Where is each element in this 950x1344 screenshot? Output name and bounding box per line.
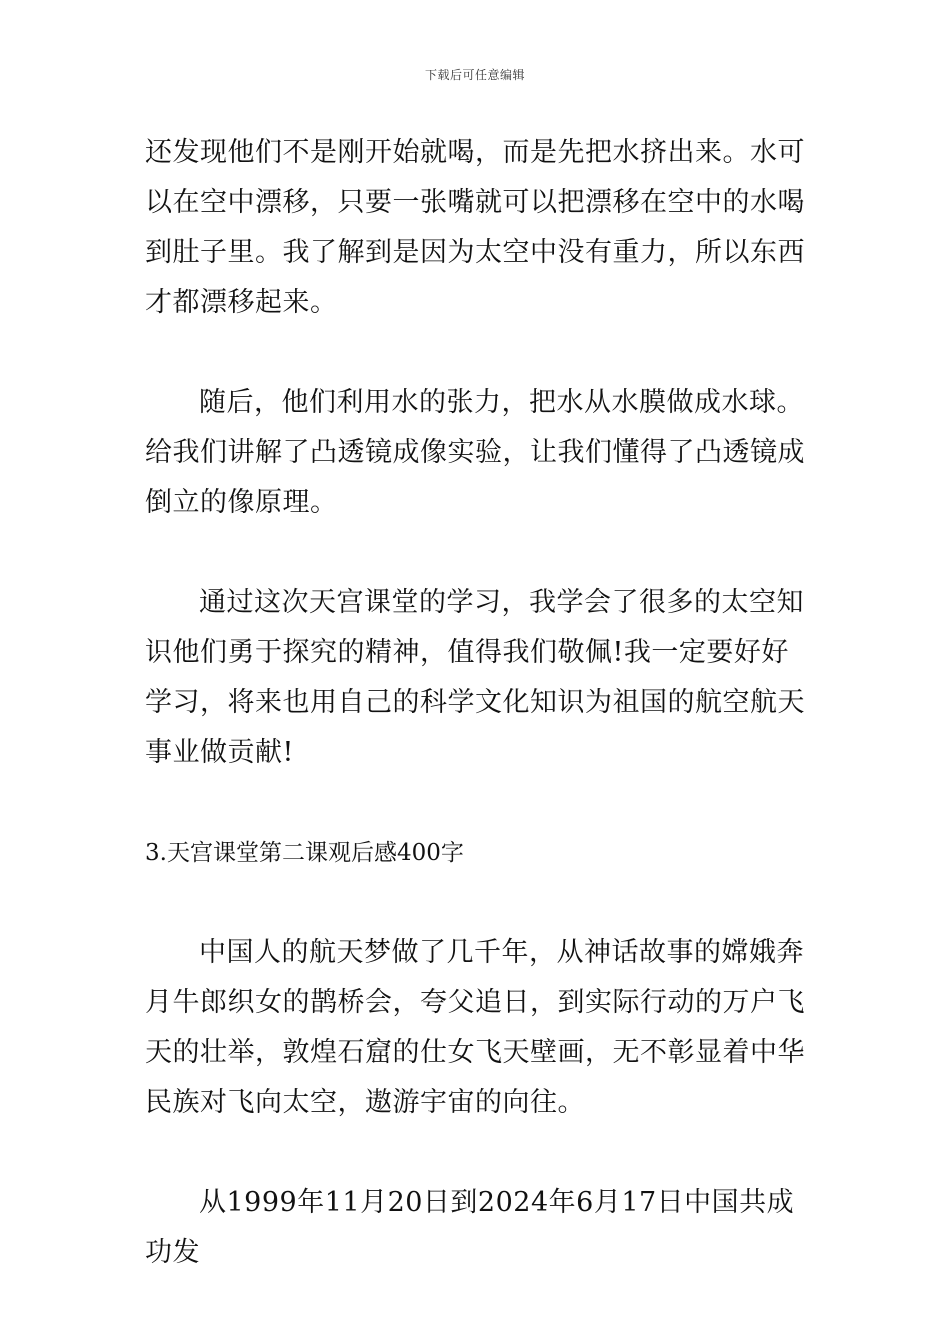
document-body xyxy=(145,128,810,1278)
page-header: 下载后可任意编辑 xyxy=(424,68,525,82)
paragraph-gap xyxy=(145,328,810,378)
paragraph-launch-history: 从1999年11月20日到2024年6月17日中国共成功发 xyxy=(145,1187,795,1268)
paragraph-conclusion: 通过这次天宫课堂的学习，我学会了很多的太空知识他们勇于探究的精神，值得我们敬佩!我一定要好好学习，将来也用自己的科学文化知识为祖国的航空航天事业做贡献! xyxy=(145,587,805,768)
paragraph-gap xyxy=(145,528,810,578)
paragraph-space-dream: 中国人的航天梦做了几千年，从神话故事的嫦娥奔月牛郎织女的鹊桥会，夸父追日，到实际行动的万户飞天的壮举，敦煌石窟的仕女飞天壁画，无不彰显着中华民族对飞向太空，遨游宇宙的向往。 xyxy=(145,937,805,1118)
paragraph-continuation: 还发现他们不是刚开始就喝，而是先把水挤出来。水可以在空中漂移，只要一张嘴就可以把漂移在空中的水喝到肚子里。我了解到是因为太空中没有重力，所以东西才都漂移起来。 xyxy=(145,137,805,318)
paragraph-water-ball: 随后，他们利用水的张力，把水从水膜做成水球。给我们讲解了凸透镜成像实验，让我们懂得了凸透镜成倒立的像原理。 xyxy=(145,387,805,518)
paragraph-gap xyxy=(145,1128,810,1178)
section-heading: 3.天宫课堂第二课观后感400字 xyxy=(145,840,464,866)
paragraph-gap xyxy=(145,778,810,828)
paragraph-gap xyxy=(145,878,810,928)
